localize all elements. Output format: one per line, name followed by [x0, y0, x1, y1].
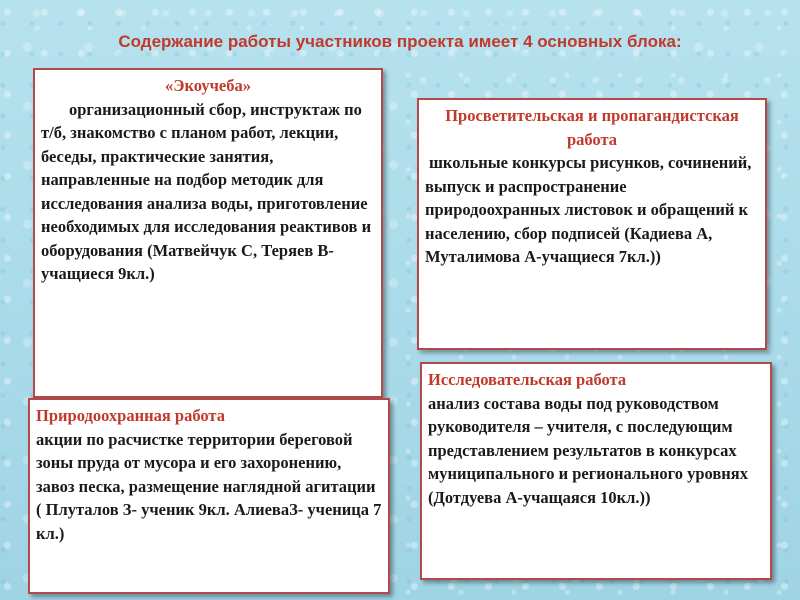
block-heading: Исследовательская работа [428, 370, 627, 389]
block-nature-protection [28, 398, 390, 594]
slide-title: Содержание работы участников проекта имеет 4 основных блока: [118, 32, 682, 51]
block-heading: «Экоучеба» [165, 76, 251, 95]
block-heading: Природоохранная работа [36, 406, 225, 425]
block-educational [417, 98, 767, 350]
block-ecostudy [33, 68, 383, 398]
block-body: организационный сбор, инструктаж по т/б, знакомство с планом работ, лекции, беседы, практические занятия, направленные на подбор методик для исследования анализа воды, приготовление необходимых для исследования реактивов и оборудования (Матвейчук С, Теряев В-учащиеся 9кл.) [41, 99, 372, 283]
block-body: школьные конкурсы рисунков, сочинений, выпуск и распространение природоохранных листовок и обращений к населению, сбор подписей (Кадиева А, Муталимова А-учащиеся 7кл.)) [425, 153, 752, 266]
block-heading: Просветительская и пропагандистская работа [445, 106, 739, 149]
block-body: акции по расчистке территории береговой зоны пруда от мусора и его захоронению, завоз песка, размещение наглядной агитации ( Плуталов З- ученик 9кл. АлиеваЗ- ученица 7 кл.) [36, 429, 382, 543]
block-body: анализ состава воды под руководством руководителя – учителя, с последующим представлением результатов в конкурсах муниципального и регионального уровнях (Дотдуева А-учащаяся 10кл.)) [428, 393, 748, 507]
block-research [420, 362, 772, 580]
